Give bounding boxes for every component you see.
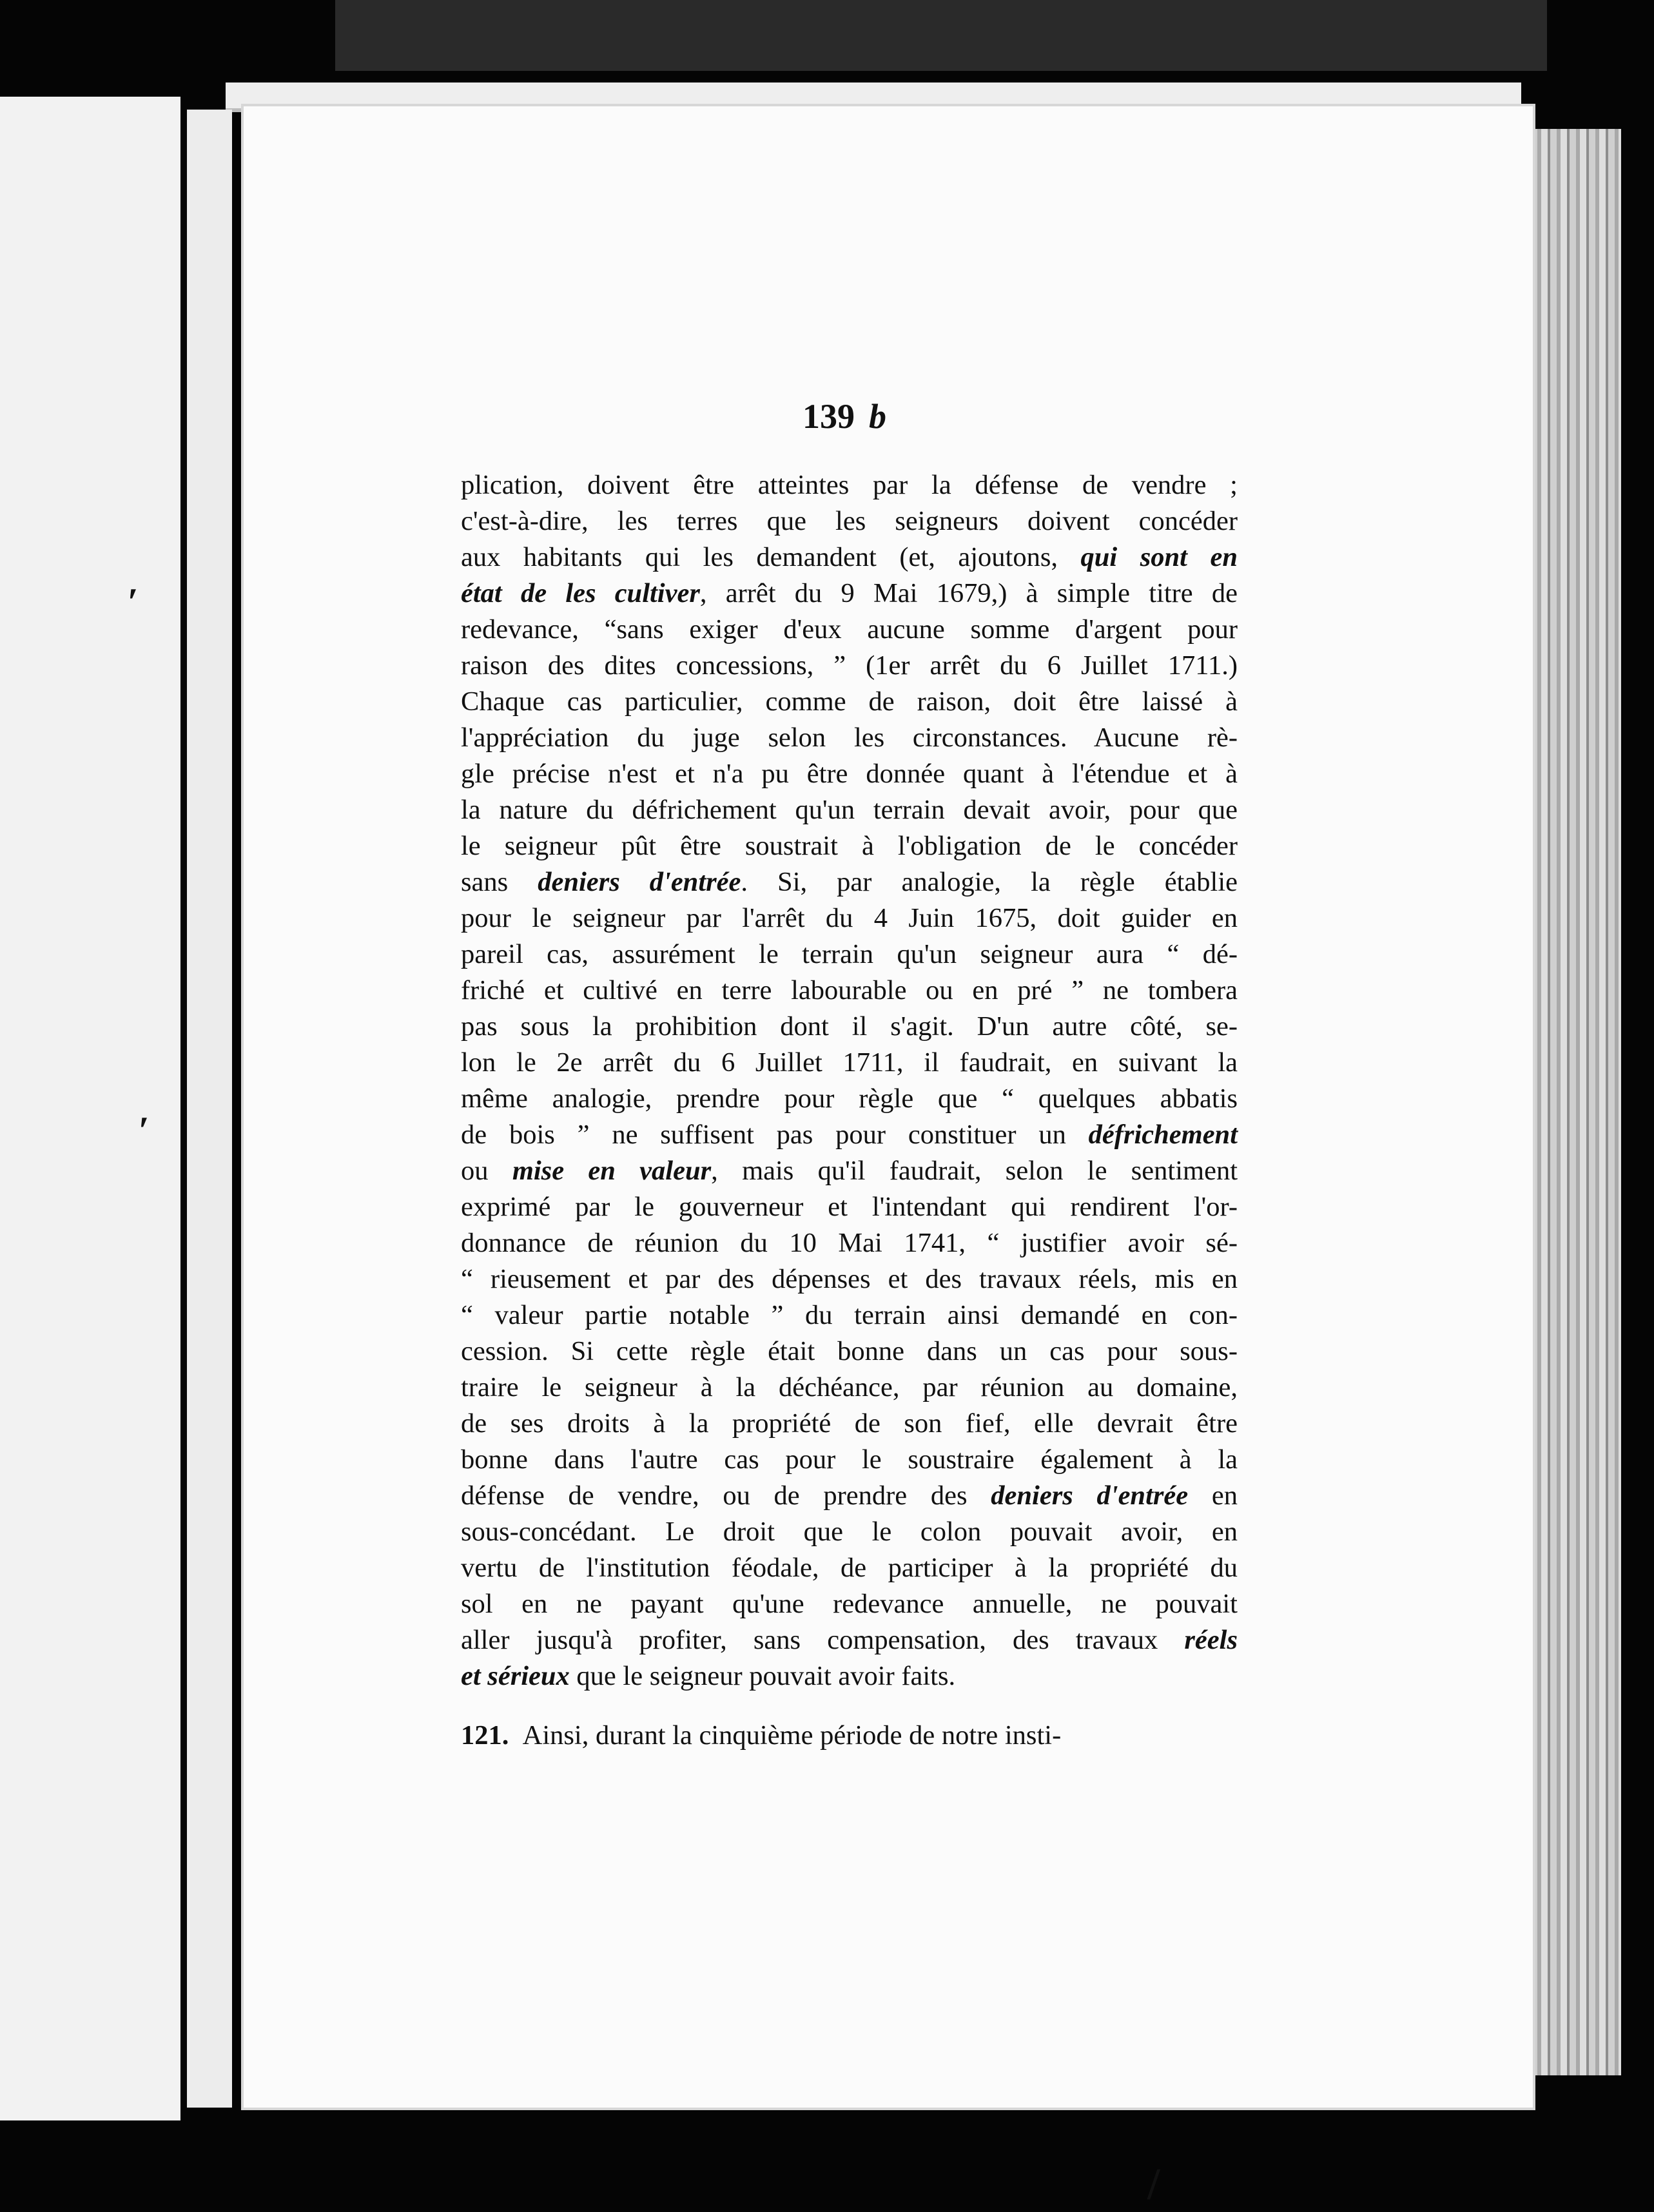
text-run: gle précise n'est et n'a pu être donnée quant à l'étendue et à (461, 759, 1238, 789)
text-line (461, 936, 1238, 973)
text-line (461, 1117, 1238, 1153)
text-run: pas sous la prohibition dont il s'agit. D'un autre côté, se- (461, 1011, 1238, 1042)
text-run: lon le 2e arrêt du 6 Juillet 1711, il faudrait, en suivant la (461, 1047, 1238, 1078)
text-run: friché et cultivé en terre labourable ou en pré ” ne tombera (461, 975, 1238, 1005)
text-run: , arrêt du 9 Mai 1679,) à simple titre de (699, 578, 1238, 608)
text-line (461, 684, 1238, 720)
text-line (461, 1153, 1238, 1189)
facing-page-gutter (187, 110, 232, 2108)
paragraph-121-line (461, 1718, 1238, 1754)
italic-phrase: mise en valeur (512, 1156, 712, 1186)
italic-phrase: défrichement (1088, 1120, 1238, 1150)
text-line (461, 1550, 1238, 1586)
text-line (461, 503, 1238, 539)
text-run: redevance, “sans exiger d'eux aucune somme d'argent pour (461, 614, 1238, 645)
text-run: pareil cas, assurément le terrain qu'un seigneur aura “ dé- (461, 939, 1238, 969)
text-line (461, 1081, 1238, 1117)
italic-phrase: deniers d'entrée (538, 867, 741, 897)
text-run: ou (461, 1156, 512, 1186)
margin-tick-mark: ′ (139, 1109, 150, 1152)
italic-phrase: et sérieux (461, 1661, 570, 1691)
body-lines (461, 467, 1238, 1694)
text-line (461, 576, 1238, 612)
text-line (461, 1297, 1238, 1334)
text-run: défense de vendre, ou de prendre des (461, 1480, 991, 1511)
text-line (461, 648, 1238, 684)
text-line (461, 1225, 1238, 1261)
text-line (461, 1370, 1238, 1406)
text-run: Chaque cas particulier, comme de raison, doit être laissé à (461, 686, 1238, 717)
italic-phrase: état de les cultiver (461, 578, 700, 608)
scan-top-shadow (335, 0, 1547, 71)
page-number (803, 396, 919, 436)
text-run: le seigneur pût être soustrait à l'obligation de le concéder (461, 831, 1238, 861)
text-line (461, 1009, 1238, 1045)
text-line (461, 1658, 1238, 1694)
page-number-suffix: b (869, 397, 886, 436)
text-run: . Si, par analogie, la règle établie (741, 867, 1238, 897)
page-number-value: 139 (803, 397, 855, 436)
text-run: sol en ne payant qu'une redevance annuelle, ne pouvait (461, 1589, 1238, 1619)
text-run: sous-concédant. Le droit que le colon pouvait avoir, en (461, 1517, 1238, 1547)
text-line (461, 792, 1238, 828)
body-text (461, 467, 1238, 1754)
text-run: plication, doivent être atteintes par la défense de vendre ; (461, 470, 1238, 500)
text-run: que le seigneur pouvait avoir faits. (569, 1661, 956, 1691)
text-run: même analogie, prendre pour règle que “ quelques abbatis (461, 1083, 1238, 1114)
text-line (461, 539, 1238, 576)
text-run: de bois ” ne suffisent pas pour constituer un (461, 1120, 1089, 1150)
text-run: en (1188, 1480, 1238, 1511)
text-run: traire le seigneur à la déchéance, par réunion au domaine, (461, 1372, 1238, 1402)
text-run: “ rieusement et par des dépenses et des travaux réels, mis en (461, 1264, 1238, 1294)
text-run: , mais qu'il faudrait, selon le sentiment (711, 1156, 1238, 1186)
italic-phrase: qui sont en (1080, 542, 1238, 572)
text-line (461, 1586, 1238, 1622)
text-line (461, 756, 1238, 792)
text-run: pour le seigneur par l'arrêt du 4 Juin 1675, doit guider en (461, 903, 1238, 933)
text-line (461, 467, 1238, 503)
text-run: c'est-à-dire, les terres que les seigneurs doivent concéder (461, 506, 1238, 536)
text-line (461, 973, 1238, 1009)
text-line (461, 1478, 1238, 1514)
text-run: la nature du défrichement qu'un terrain devait avoir, pour que (461, 795, 1238, 825)
scan-stray-mark: / (1147, 2160, 1160, 2209)
paragraph-121-text: Ainsi, durant la cinquième période de notre insti- (522, 1720, 1062, 1751)
text-run: aux habitants qui les demandent (et, ajoutons, (461, 542, 1081, 572)
margin-tick-mark: ′ (128, 581, 139, 623)
text-line (461, 612, 1238, 648)
text-line (461, 1514, 1238, 1550)
text-run: cession. Si cette règle était bonne dans un cas pour sous- (461, 1336, 1238, 1366)
text-run: exprimé par le gouverneur et l'intendant qui rendirent l'or- (461, 1192, 1238, 1222)
text-line (461, 1406, 1238, 1442)
text-run: bonne dans l'autre cas pour le soustraire également à la (461, 1444, 1238, 1475)
facing-page-left (0, 97, 180, 2120)
text-run: vertu de l'institution féodale, de participer à la propriété du (461, 1553, 1238, 1583)
text-line (461, 1622, 1238, 1658)
text-line (461, 828, 1238, 864)
text-run: l'appréciation du juge selon les circonstances. Aucune rè- (461, 723, 1238, 753)
page-stack-right-edges (1531, 129, 1621, 2075)
text-run: raison des dites concessions, ” (1er arrêt du 6 Juillet 1711.) (461, 650, 1238, 681)
text-line (461, 864, 1238, 900)
text-line (461, 1261, 1238, 1297)
text-line (461, 1045, 1238, 1081)
italic-phrase: réels (1184, 1625, 1238, 1655)
text-run: donnance de réunion du 10 Mai 1741, “ justifier avoir sé- (461, 1228, 1238, 1258)
text-line (461, 1442, 1238, 1478)
text-line (461, 720, 1238, 756)
text-run: “ valeur partie notable ” du terrain ainsi demandé en con- (461, 1300, 1238, 1330)
text-line (461, 900, 1238, 936)
text-line (461, 1334, 1238, 1370)
text-run: aller jusqu'à profiter, sans compensation, des travaux (461, 1625, 1185, 1655)
italic-phrase: deniers d'entrée (991, 1480, 1189, 1511)
text-run: sans (461, 867, 538, 897)
text-line (461, 1189, 1238, 1225)
text-run: de ses droits à la propriété de son fief, elle devrait être (461, 1408, 1238, 1439)
paragraph-number: 121. (461, 1720, 509, 1751)
